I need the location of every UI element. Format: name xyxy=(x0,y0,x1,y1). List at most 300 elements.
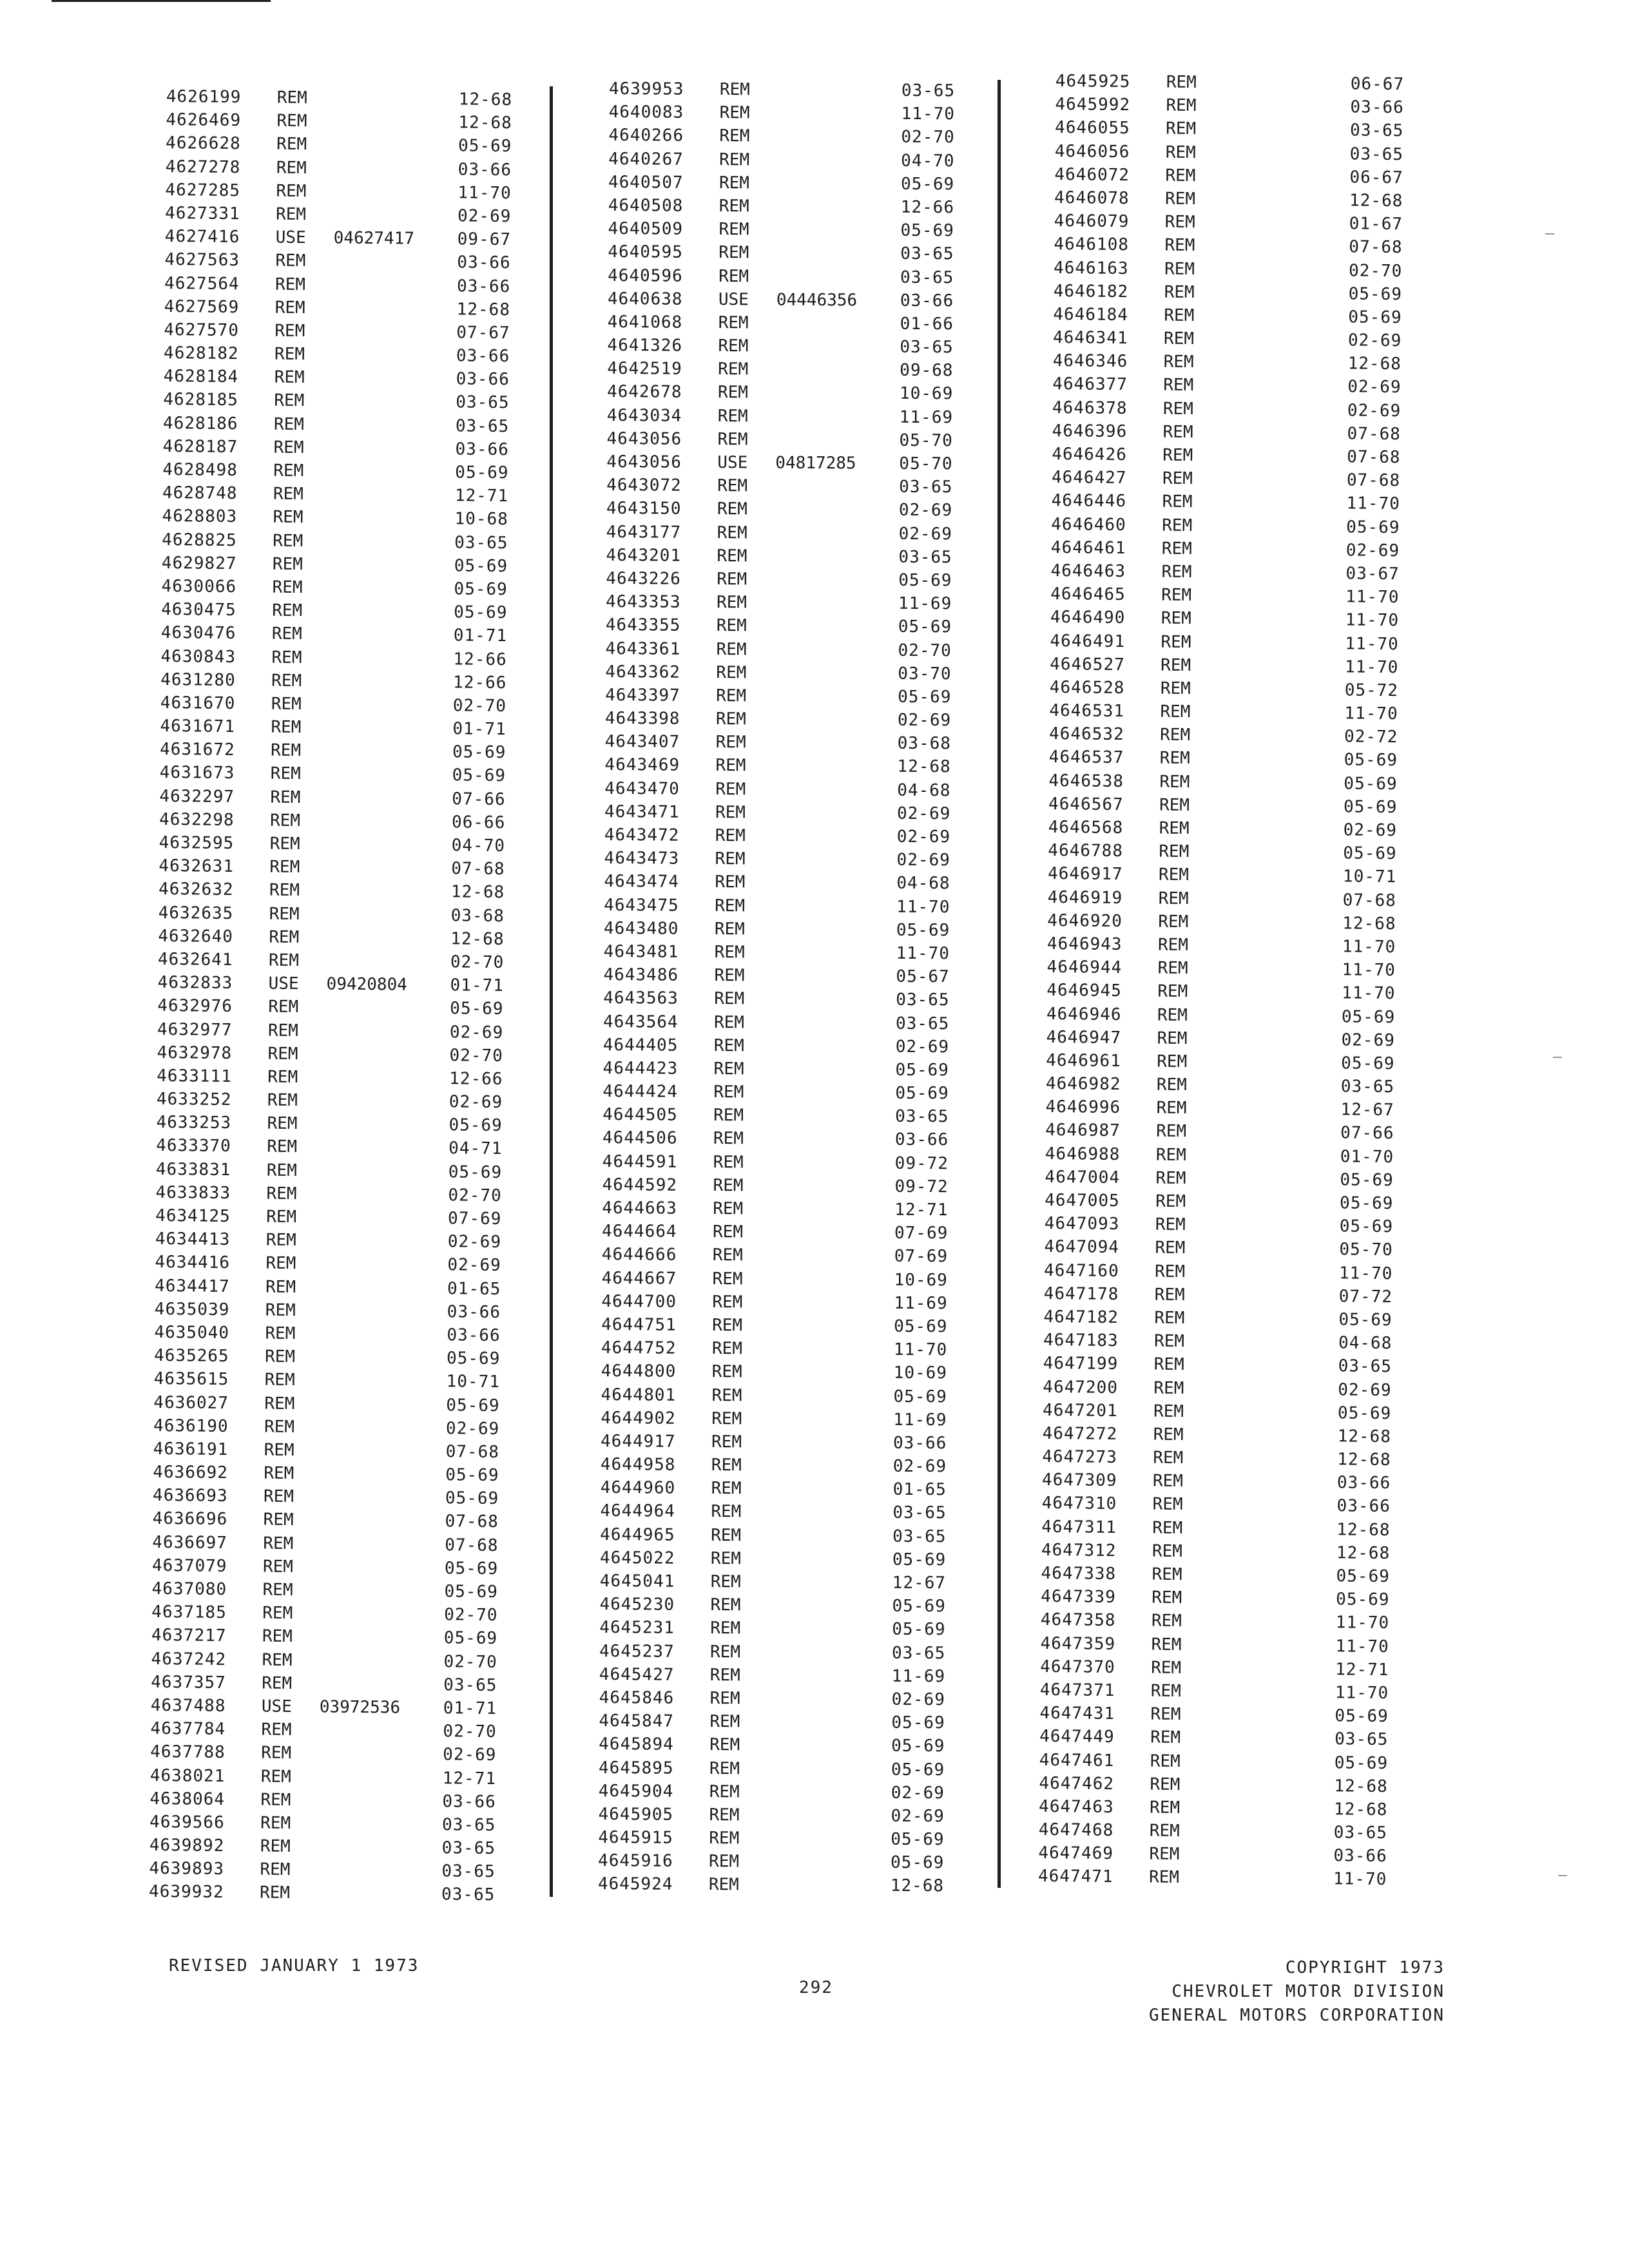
part-number: 4645846 xyxy=(599,1687,675,1708)
part-number: 4640267 xyxy=(608,149,684,169)
status-code: REM xyxy=(1152,1471,1184,1492)
effective-date: 05-69 xyxy=(454,602,508,623)
status-code: REM xyxy=(713,1059,744,1079)
effective-date: 05-69 xyxy=(1339,1216,1394,1237)
part-number: 4639566 xyxy=(149,1812,225,1832)
effective-date: 11-69 xyxy=(899,407,954,427)
part-number: 4646346 xyxy=(1052,351,1128,372)
status-code: REM xyxy=(276,158,307,178)
part-number: 4647358 xyxy=(1040,1610,1116,1631)
part-number: 4628498 xyxy=(162,459,238,481)
status-code: REM xyxy=(1152,1518,1183,1538)
status-code: REM xyxy=(710,1572,741,1592)
part-number: 4645992 xyxy=(1055,95,1131,115)
effective-date: 05-69 xyxy=(1334,1753,1389,1773)
part-number: 4643472 xyxy=(604,825,680,845)
part-number: 4646182 xyxy=(1053,281,1129,302)
effective-date: 01-66 xyxy=(900,314,954,334)
part-number: 4646377 xyxy=(1052,374,1128,395)
status-code: REM xyxy=(264,1440,294,1460)
status-code: REM xyxy=(270,764,301,784)
effective-date: 02-69 xyxy=(897,710,952,731)
effective-date: 02-69 xyxy=(1347,400,1402,421)
effective-date: 03-65 xyxy=(454,532,508,553)
replacement-part-number: 03972536 xyxy=(319,1697,401,1718)
part-number: 4627570 xyxy=(164,320,240,340)
part-number: 4644506 xyxy=(602,1128,678,1149)
status-code: REM xyxy=(275,204,307,225)
part-number: 4645915 xyxy=(598,1828,673,1848)
effective-date: 02-69 xyxy=(1338,1379,1392,1400)
status-code: REM xyxy=(269,880,300,901)
part-number: 4637217 xyxy=(151,1626,227,1646)
part-number: 4633833 xyxy=(155,1182,231,1203)
part-number: 4644667 xyxy=(601,1268,677,1289)
effective-date: 04-68 xyxy=(1338,1333,1393,1354)
part-number: 4628187 xyxy=(162,436,238,457)
part-number: 4646490 xyxy=(1050,608,1126,628)
part-number: 4647093 xyxy=(1044,1214,1120,1235)
part-number: 4635040 xyxy=(154,1322,230,1343)
part-number: 4646108 xyxy=(1054,235,1130,255)
effective-date: 05-69 xyxy=(898,687,952,707)
effective-date: 09-72 xyxy=(894,1177,949,1197)
effective-date: 05-69 xyxy=(892,1596,946,1617)
status-code: REM xyxy=(1157,958,1188,979)
copyright-corporation: GENERAL MOTORS CORPORATION xyxy=(1149,2006,1445,2025)
effective-date: 03-66 xyxy=(458,159,512,180)
effective-date: 06-67 xyxy=(1350,74,1405,95)
part-number: 4640595 xyxy=(608,242,684,263)
status-code: REM xyxy=(1162,422,1193,442)
part-number: 4639893 xyxy=(149,1859,225,1879)
effective-date: 05-69 xyxy=(895,1083,949,1104)
part-number: 4647005 xyxy=(1045,1190,1120,1211)
status-code: USE xyxy=(718,289,749,310)
status-code: REM xyxy=(275,298,305,318)
status-code: REM xyxy=(263,1510,294,1530)
effective-date: 03-68 xyxy=(897,734,952,754)
status-code: REM xyxy=(717,499,747,519)
replacement-part-number: 09420804 xyxy=(326,974,407,995)
status-code: REM xyxy=(711,1525,742,1545)
effective-date: 03-66 xyxy=(455,439,510,459)
effective-date: 09-68 xyxy=(900,361,954,381)
effective-date: 02-69 xyxy=(891,1689,946,1710)
status-code: REM xyxy=(715,872,746,892)
status-code: REM xyxy=(1153,1448,1184,1468)
effective-date: 05-69 xyxy=(890,1852,945,1873)
part-number: 4637185 xyxy=(151,1602,227,1623)
parts-column-3 xyxy=(1037,70,1405,1890)
effective-date: 05-69 xyxy=(452,742,506,763)
effective-date: 03-65 xyxy=(1349,144,1404,164)
status-code: REM xyxy=(276,181,307,201)
effective-date: 10-69 xyxy=(899,384,954,404)
part-number: 4645904 xyxy=(598,1781,674,1802)
status-code: REM xyxy=(711,1456,742,1475)
part-number: 4632833 xyxy=(157,973,233,994)
effective-date: 05-69 xyxy=(1336,1566,1390,1587)
part-number: 4646567 xyxy=(1048,794,1124,814)
effective-date: 05-69 xyxy=(1346,517,1400,537)
replacement-part-number: 04627417 xyxy=(333,228,415,249)
effective-date: 07-68 xyxy=(451,859,505,879)
status-code: REM xyxy=(271,671,302,691)
part-number: 4646341 xyxy=(1052,328,1128,349)
part-number: 4645231 xyxy=(599,1618,675,1639)
part-number: 4646461 xyxy=(1050,537,1126,558)
status-code: REM xyxy=(719,126,750,146)
effective-date: 02-69 xyxy=(1343,820,1398,841)
part-number: 4643397 xyxy=(605,685,680,706)
part-number: 4631671 xyxy=(160,716,236,737)
status-code: REM xyxy=(265,1277,296,1297)
effective-date: 05-69 xyxy=(446,1349,501,1369)
effective-date: 02-69 xyxy=(449,1022,504,1043)
effective-date: 12-68 xyxy=(456,300,511,320)
effective-date: 01-65 xyxy=(447,1278,501,1299)
status-code: REM xyxy=(1159,772,1190,792)
part-number: 4645925 xyxy=(1055,71,1131,92)
effective-date: 03-65 xyxy=(892,1503,947,1523)
part-number: 4632631 xyxy=(159,856,235,877)
part-number: 4647471 xyxy=(1037,1867,1113,1887)
status-code: REM xyxy=(1149,1844,1180,1865)
effective-date: 05-69 xyxy=(455,463,509,483)
effective-date: 05-69 xyxy=(1340,1170,1394,1190)
status-code: REM xyxy=(271,694,302,714)
status-code: REM xyxy=(1166,72,1197,93)
status-code: REM xyxy=(276,88,307,108)
part-number: 4646446 xyxy=(1051,491,1127,512)
part-number: 4629827 xyxy=(161,553,237,573)
status-code: REM xyxy=(716,593,747,613)
effective-date: 04-70 xyxy=(451,836,506,856)
status-code: REM xyxy=(711,1432,742,1452)
effective-date: 12-66 xyxy=(453,649,507,669)
effective-date: 02-70 xyxy=(443,1651,497,1672)
effective-date: 12-68 xyxy=(890,1876,945,1896)
effective-date: 03-66 xyxy=(456,369,510,390)
part-number: 4646528 xyxy=(1049,677,1125,698)
status-code: REM xyxy=(717,569,747,590)
part-number: 4636027 xyxy=(153,1392,229,1413)
effective-date: 02-70 xyxy=(450,952,505,973)
part-number: 4646917 xyxy=(1047,864,1123,885)
effective-date: 05-69 xyxy=(1336,1590,1390,1610)
part-number: 4646055 xyxy=(1054,118,1130,139)
status-code: REM xyxy=(265,1230,296,1251)
part-number: 4634413 xyxy=(155,1229,231,1250)
status-code: REM xyxy=(717,406,748,426)
part-number: 4637357 xyxy=(151,1672,226,1693)
margin-mark xyxy=(1553,1057,1562,1058)
part-number: 4644592 xyxy=(602,1175,678,1195)
effective-date: 05-69 xyxy=(1348,307,1402,328)
effective-date: 07-72 xyxy=(1338,1287,1393,1307)
effective-date: 11-69 xyxy=(893,1410,947,1430)
status-code: REM xyxy=(1158,912,1189,932)
part-number: 4643150 xyxy=(606,499,682,519)
part-number: 4645022 xyxy=(599,1548,675,1568)
part-number: 4647199 xyxy=(1043,1354,1119,1374)
part-number: 4632297 xyxy=(159,786,235,807)
part-number: 4634125 xyxy=(155,1206,231,1227)
part-number: 4639892 xyxy=(149,1835,225,1856)
part-number: 4635039 xyxy=(154,1299,230,1320)
status-code: REM xyxy=(263,1486,294,1507)
effective-date: 12-68 xyxy=(1342,914,1396,934)
status-code: REM xyxy=(265,1323,296,1343)
status-code: REM xyxy=(264,1463,294,1484)
effective-date: 03-66 xyxy=(894,1130,949,1150)
effective-date: 12-71 xyxy=(442,1768,497,1789)
effective-date: 05-69 xyxy=(1348,284,1403,304)
part-number: 4641068 xyxy=(607,312,683,332)
effective-date: 03-66 xyxy=(1336,1473,1391,1494)
status-code: REM xyxy=(1166,95,1197,116)
effective-date: 02-69 xyxy=(447,1255,501,1276)
effective-date: 01-71 xyxy=(450,975,505,996)
effective-date: 02-70 xyxy=(443,1722,497,1742)
effective-date: 01-65 xyxy=(892,1479,947,1500)
status-code: REM xyxy=(1160,678,1191,698)
part-number: 4643471 xyxy=(604,802,680,822)
effective-date: 03-65 xyxy=(441,1885,496,1905)
status-code: REM xyxy=(1152,1541,1183,1561)
effective-date: 05-70 xyxy=(899,454,953,474)
effective-date: 07-69 xyxy=(894,1223,949,1244)
status-code: REM xyxy=(262,1557,294,1577)
effective-date: 03-65 xyxy=(899,477,953,497)
status-code: REM xyxy=(264,1394,295,1414)
status-code: REM xyxy=(273,437,304,457)
effective-date: 02-69 xyxy=(457,206,512,227)
effective-date: 05-69 xyxy=(1344,750,1398,771)
effective-date: 03-65 xyxy=(1349,120,1404,141)
status-code: REM xyxy=(267,1113,298,1134)
status-code: REM xyxy=(718,173,750,193)
status-code: REM xyxy=(269,811,301,831)
status-code: REM xyxy=(712,1292,743,1312)
status-code: REM xyxy=(714,919,745,939)
status-code: REM xyxy=(1164,235,1195,256)
effective-date: 05-69 xyxy=(1341,1053,1395,1073)
part-number: 4630843 xyxy=(160,646,236,667)
effective-date: 05-69 xyxy=(1344,773,1398,794)
effective-date: 11-70 xyxy=(1342,983,1396,1004)
effective-date: 02-70 xyxy=(1348,260,1403,281)
part-number: 4643481 xyxy=(603,941,679,962)
effective-date: 02-69 xyxy=(896,803,951,824)
status-code: REM xyxy=(266,1207,297,1227)
status-code: REM xyxy=(1163,376,1194,396)
part-number: 4628184 xyxy=(163,367,239,387)
status-code: REM xyxy=(1158,889,1189,908)
status-code: REM xyxy=(717,476,748,496)
part-number: 4643469 xyxy=(604,755,680,776)
part-number: 4645905 xyxy=(598,1804,674,1825)
effective-date: 12-68 xyxy=(1337,1450,1391,1470)
status-code: REM xyxy=(1155,1168,1186,1188)
copyright-line: COPYRIGHT 1973 xyxy=(1285,1958,1445,1977)
effective-date: 05-69 xyxy=(450,999,504,1019)
margin-mark xyxy=(1545,233,1554,235)
effective-date: 03-66 xyxy=(447,1302,501,1322)
effective-date: 12-66 xyxy=(452,673,507,693)
status-code: REM xyxy=(264,1370,295,1390)
status-code: REM xyxy=(1160,702,1191,722)
status-code: REM xyxy=(1150,1751,1181,1771)
part-number: 4643361 xyxy=(605,639,681,659)
part-number: 4643398 xyxy=(604,709,680,729)
effective-date: 07-68 xyxy=(1342,890,1397,910)
status-code: REM xyxy=(1150,1704,1181,1725)
effective-date: 05-69 xyxy=(1338,1310,1393,1331)
part-number: 4637788 xyxy=(150,1742,226,1763)
effective-date: 02-69 xyxy=(1347,377,1402,398)
status-code: REM xyxy=(717,546,747,566)
part-number: 4636190 xyxy=(153,1416,229,1436)
effective-date: 03-66 xyxy=(1336,1496,1391,1517)
effective-date: 01-71 xyxy=(452,719,506,740)
part-number: 4627569 xyxy=(164,296,240,317)
status-code: REM xyxy=(713,1175,744,1196)
status-code: REM xyxy=(715,826,746,846)
effective-date: 05-69 xyxy=(446,1395,500,1416)
status-code: REM xyxy=(711,1502,742,1522)
effective-date: 05-69 xyxy=(448,1115,503,1136)
status-code: REM xyxy=(1151,1635,1182,1655)
status-code: REM xyxy=(261,1720,292,1740)
part-number: 4633370 xyxy=(156,1136,231,1157)
effective-date: 12-68 xyxy=(1333,1800,1388,1820)
effective-date: 12-68 xyxy=(1337,1427,1392,1446)
status-code: REM xyxy=(715,756,746,776)
effective-date: 12-68 xyxy=(1347,354,1402,374)
status-code: REM xyxy=(262,1580,293,1600)
status-code: REM xyxy=(1156,1098,1187,1119)
part-number: 4645894 xyxy=(599,1735,674,1754)
part-number: 4633253 xyxy=(156,1113,232,1133)
status-code: REM xyxy=(1150,1774,1181,1794)
effective-date: 12-71 xyxy=(1335,1660,1389,1680)
effective-date: 11-70 xyxy=(1346,494,1400,514)
part-number: 4643407 xyxy=(604,732,680,752)
effective-date: 07-66 xyxy=(452,789,506,809)
part-number: 4626628 xyxy=(165,133,241,154)
effective-date: 01-67 xyxy=(1349,214,1403,235)
status-code: REM xyxy=(713,1035,744,1055)
part-number: 4643355 xyxy=(605,615,681,636)
status-code: REM xyxy=(1161,608,1191,629)
effective-date: 06-66 xyxy=(451,812,506,832)
effective-date: 11-70 xyxy=(1344,704,1398,724)
part-number: 4645230 xyxy=(599,1595,675,1615)
status-code: REM xyxy=(1159,749,1190,769)
part-number: 4647431 xyxy=(1039,1704,1115,1724)
status-code: REM xyxy=(713,1129,744,1149)
effective-date: 05-69 xyxy=(898,617,952,637)
effective-date: 11-69 xyxy=(898,593,952,614)
status-code: REM xyxy=(274,367,305,388)
part-number: 4646396 xyxy=(1052,421,1128,441)
effective-date: 02-69 xyxy=(445,1418,500,1439)
part-number: 4640266 xyxy=(608,126,684,146)
part-number: 4646944 xyxy=(1046,957,1123,978)
status-code: REM xyxy=(709,1782,740,1802)
status-code: REM xyxy=(718,360,749,380)
effective-date: 05-69 xyxy=(891,1713,945,1733)
effective-date: 12-71 xyxy=(894,1200,949,1220)
status-code: USE xyxy=(275,227,306,248)
status-code: REM xyxy=(265,1300,296,1320)
part-number: 4642678 xyxy=(606,382,682,403)
effective-date: 02-69 xyxy=(895,1037,950,1057)
part-number: 4642519 xyxy=(607,359,682,379)
effective-date: 02-69 xyxy=(447,1232,502,1253)
effective-date: 05-69 xyxy=(1343,843,1397,864)
status-code: REM xyxy=(711,1385,742,1405)
part-number: 4643473 xyxy=(604,849,680,869)
status-code: REM xyxy=(719,103,750,123)
effective-date: 11-69 xyxy=(894,1293,948,1313)
part-number: 4628825 xyxy=(162,530,237,550)
part-number: 4643226 xyxy=(606,568,681,589)
status-code: REM xyxy=(717,523,747,543)
part-number: 4638064 xyxy=(149,1789,226,1809)
part-number: 4644751 xyxy=(601,1314,677,1335)
status-code: REM xyxy=(273,484,304,505)
status-code: REM xyxy=(716,616,747,636)
effective-date: 03-65 xyxy=(441,1815,496,1835)
part-number: 4646996 xyxy=(1045,1097,1121,1118)
part-number: 4640508 xyxy=(608,195,684,216)
part-number: 4632641 xyxy=(157,949,233,970)
effective-date: 12-67 xyxy=(1340,1100,1394,1120)
part-number: 4643474 xyxy=(604,872,680,892)
status-code: REM xyxy=(708,1852,740,1872)
effective-date: 11-70 xyxy=(896,943,950,964)
part-number: 4647339 xyxy=(1041,1587,1116,1608)
effective-date: 03-65 xyxy=(1340,1077,1395,1097)
part-number: 4647310 xyxy=(1041,1494,1117,1514)
part-number: 4644960 xyxy=(600,1478,676,1498)
status-code: REM xyxy=(711,1362,742,1382)
effective-date: 05-69 xyxy=(1335,1706,1389,1727)
part-number: 4645924 xyxy=(597,1874,673,1895)
part-number: 4646491 xyxy=(1050,631,1126,651)
part-number: 4628803 xyxy=(162,506,238,527)
effective-date: 05-69 xyxy=(892,1550,947,1570)
status-code: REM xyxy=(1159,818,1190,839)
part-number: 4647462 xyxy=(1039,1773,1115,1794)
status-code: USE xyxy=(268,974,299,994)
status-code: REM xyxy=(714,966,745,986)
effective-date: 10-71 xyxy=(446,1372,501,1392)
status-code: REM xyxy=(710,1595,741,1615)
part-number: 4645847 xyxy=(599,1711,675,1731)
status-code: REM xyxy=(270,740,302,761)
part-number: 4646527 xyxy=(1049,654,1125,675)
status-code: USE xyxy=(717,453,748,473)
part-number: 4646946 xyxy=(1046,1004,1122,1024)
status-code: REM xyxy=(1153,1378,1184,1398)
part-number: 4644752 xyxy=(601,1338,677,1358)
effective-date: 11-70 xyxy=(1338,1263,1393,1283)
part-number: 4646426 xyxy=(1052,444,1127,465)
